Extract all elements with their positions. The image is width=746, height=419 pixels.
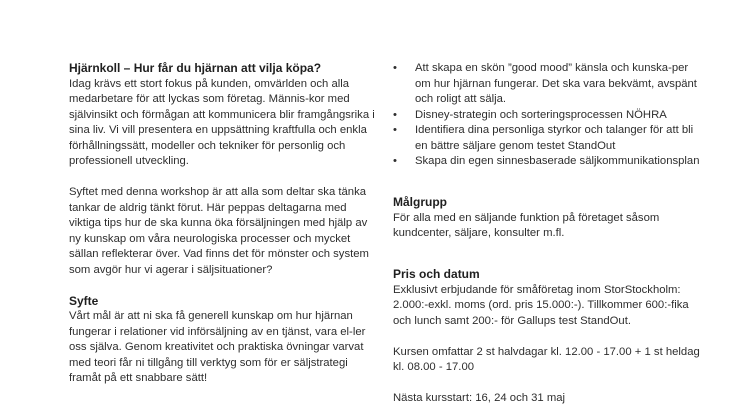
heading-pris: Pris och datum	[393, 267, 480, 281]
bullet-icon: •	[393, 155, 397, 167]
bullet-icon: •	[393, 108, 397, 121]
list-item: • Disney-strategin och sorteringsprocessen NÖHRA	[393, 108, 703, 124]
right-column	[393, 61, 703, 407]
list-item: • Att skapa en skön ”good mood” känsla och kunska-per om hur hjärnan fungerar. Det ska vara bekvämt, avspänt och roligt att sälja.	[393, 62, 697, 105]
syfte-paragraph: Vårt mål är att ni ska få generell kunskap om hur hjärnan fungerar i relationer vid införsäljning av en tjänst, vara el-ler oss själva. Genom kreativitet och praktiska övningar varvat med teori får ni tillgång till verktyg som för er säljstrategi framåt på ett snabbare sätt!	[69, 310, 366, 384]
list-item: • Skapa din egen sinnesbaserade säljkommunikationsplan	[393, 154, 703, 170]
heading-hjarnkoll: Hjärnkoll – Hur får du hjärnan att vilja köpa?	[69, 61, 322, 75]
list-item: • Identifiera dina personliga styrkor och talanger för att bli en bättre säljare genom testet StandOut	[393, 124, 694, 152]
intro-paragraph: Idag krävs ett stort fokus på kunden, omvärlden och alla medarbetare för att lyckas som företag. Männis-kor med självinsikt och förmågan att kommunicera blir framgångsrika i sina liv. Vi vill presentera en uppsättning kraftfulla och enkla förhållningssätt, modeller och tekniker för personlig och professionell utveckling.	[69, 77, 375, 167]
malgrupp-paragraph: För alla med en säljande funktion på företaget såsom kundcenter, säljare, konsulter m.fl.	[393, 211, 660, 239]
heading-malgrupp: Målgrupp	[393, 195, 447, 209]
heading-syfte: Syfte	[69, 293, 99, 308]
bullet-icon: •	[393, 124, 397, 136]
kursstart-paragraph: Nästa kursstart: 16, 24 och 31 maj	[393, 392, 566, 404]
left-column	[69, 61, 377, 387]
bullet-list	[393, 61, 703, 170]
kurs-paragraph: Kursen omfattar 2 st halvdagar kl. 12.00 - 17.00 + 1 st heldag kl. 08.00 - 17.00	[393, 345, 700, 373]
pris-paragraph: Exklusivt erbjudande för småföretag inom StorStockholm: 2.000:-exkl. moms (ord. pris 15.000:-). Tillkommer 600:-fika och lunch samt 200:- för Gallups test StandOut.	[393, 283, 689, 327]
bullet-icon: •	[393, 62, 397, 74]
workshop-paragraph: Syftet med denna workshop är att alla som deltar ska tänka tankar de aldrig tänkt förut. Här peppas deltagarna med viktiga tips hur de ska kunna öka försäljningen med hjälp av ny kunskap om våra neurologiska processer och mycket sällan reflekterar över. Vad finns det för mönster och system som avgör hur vi agerar i säljsituationer?	[69, 186, 369, 276]
